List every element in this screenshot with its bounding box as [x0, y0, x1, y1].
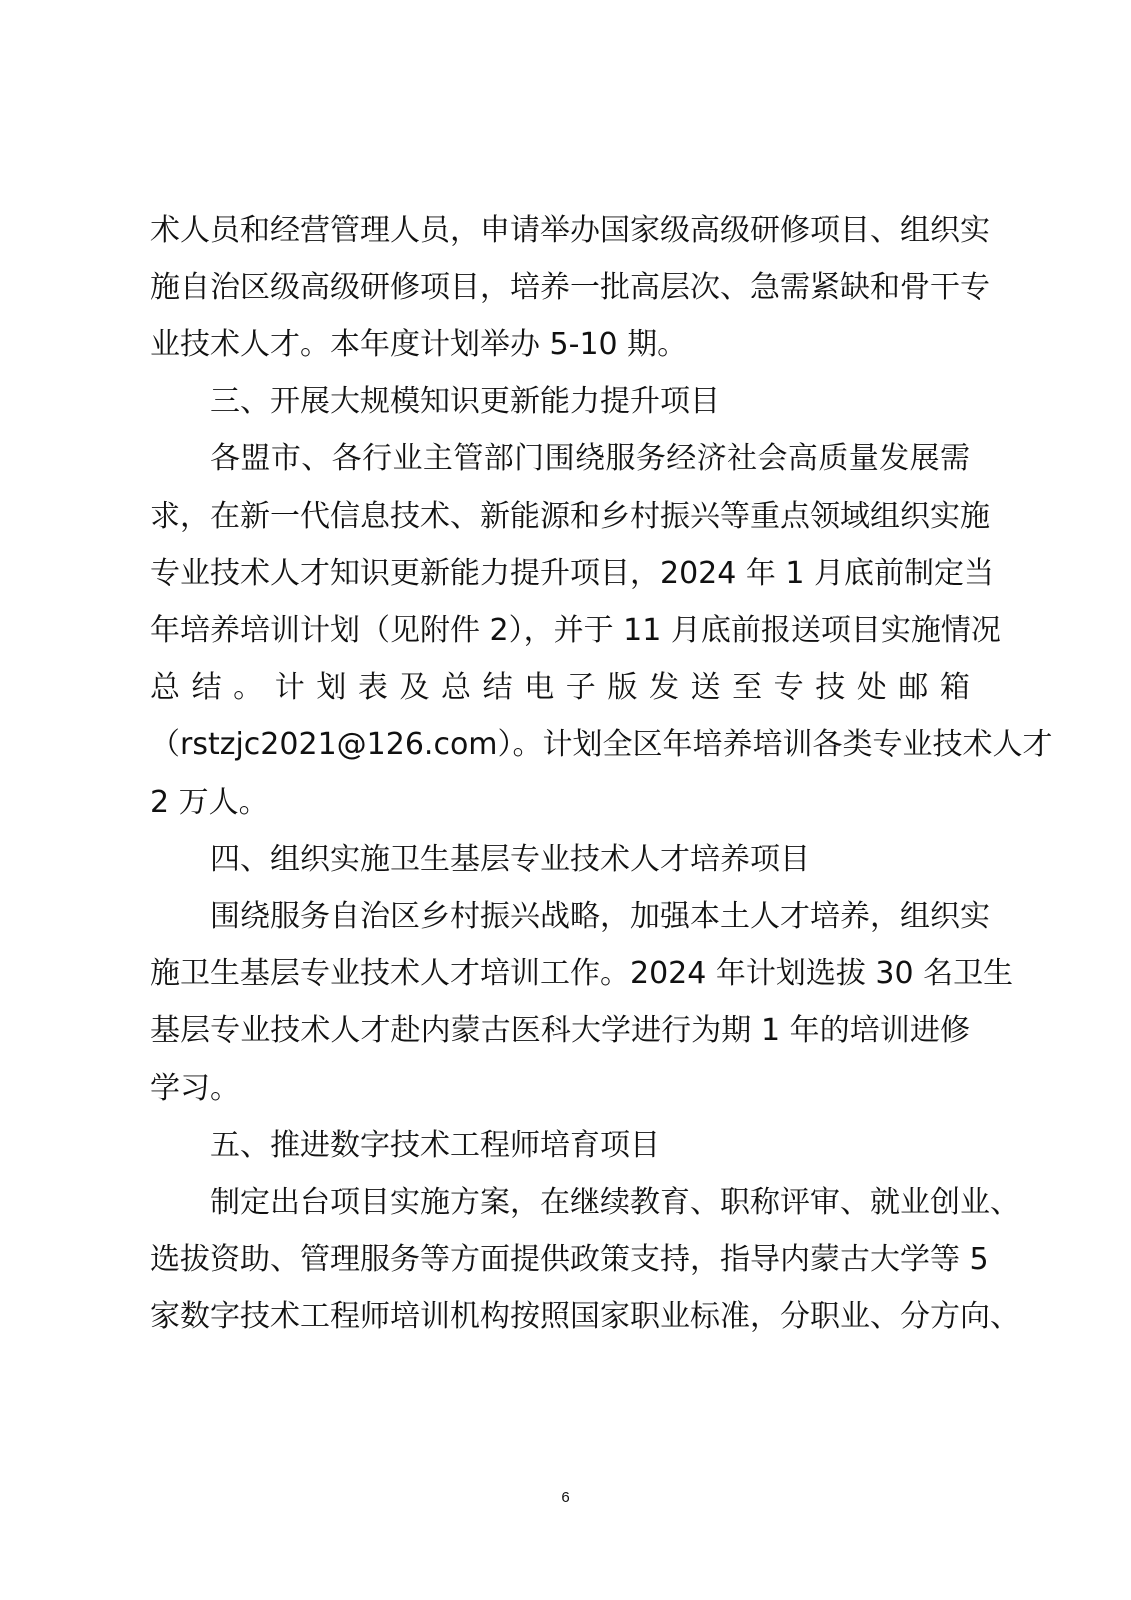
body-line-6: 求，在新一代信息技术、新能源和乡村振兴等重点领域组织实施 — [150, 499, 990, 534]
body-line-3: 业技术人才。本年度计划举办 5-10 期。 — [150, 327, 688, 362]
body-line-16: 学习。 — [150, 1071, 240, 1106]
body-line-11: 2 万人。 — [150, 785, 269, 820]
body-line-8: 年培养培训计划（见附件 2），并于 11 月底前报送项目实施情况 — [150, 613, 1001, 648]
body-line-19: 选拔资助、管理服务等方面提供政策支持，指导内蒙古大学等 5 — [150, 1242, 989, 1277]
section-heading-4: 四、组织实施卫生基层专业技术人才培养项目 — [210, 842, 810, 877]
section-heading-3: 三、开展大规模知识更新能力提升项目 — [210, 384, 720, 419]
body-line-5: 各盟市、各行业主管部门围绕服务经济社会高质量发展需 — [210, 441, 970, 476]
body-line-14: 施卫生基层专业技术人才培训工作。2024 年计划选拔 30 名卫生 — [150, 956, 1014, 991]
body-line-9: 总结。计划表及总结电子版发送至专技处邮箱 — [150, 670, 970, 705]
body-line-18: 制定出台项目实施方案，在继续教育、职称评审、就业创业、 — [210, 1185, 1020, 1220]
body-line-1: 术人员和经营管理人员，申请举办国家级高级研修项目、组织实 — [150, 213, 990, 248]
body-line-13: 围绕服务自治区乡村振兴战略，加强本土人才培养，组织实 — [210, 899, 990, 934]
body-line-7: 专业技术人才知识更新能力提升项目，2024 年 1 月底前制定当 — [150, 556, 995, 591]
page-number: 6 — [561, 1489, 570, 1506]
body-line-15: 基层专业技术人才赴内蒙古医科大学进行为期 1 年的培训进修 — [150, 1013, 970, 1048]
section-heading-5: 五、推进数字技术工程师培育项目 — [210, 1128, 660, 1163]
body-line-2: 施自治区级高级研修项目，培养一批高层次、急需紧缺和骨干专 — [150, 270, 990, 305]
body-line-10: （rstzjc2021@126.com）。计划全区年培养培训各类专业技术人才 — [150, 727, 1053, 762]
body-line-20: 家数字技术工程师培训机构按照国家职业标准，分职业、分方向、 — [150, 1299, 1020, 1334]
